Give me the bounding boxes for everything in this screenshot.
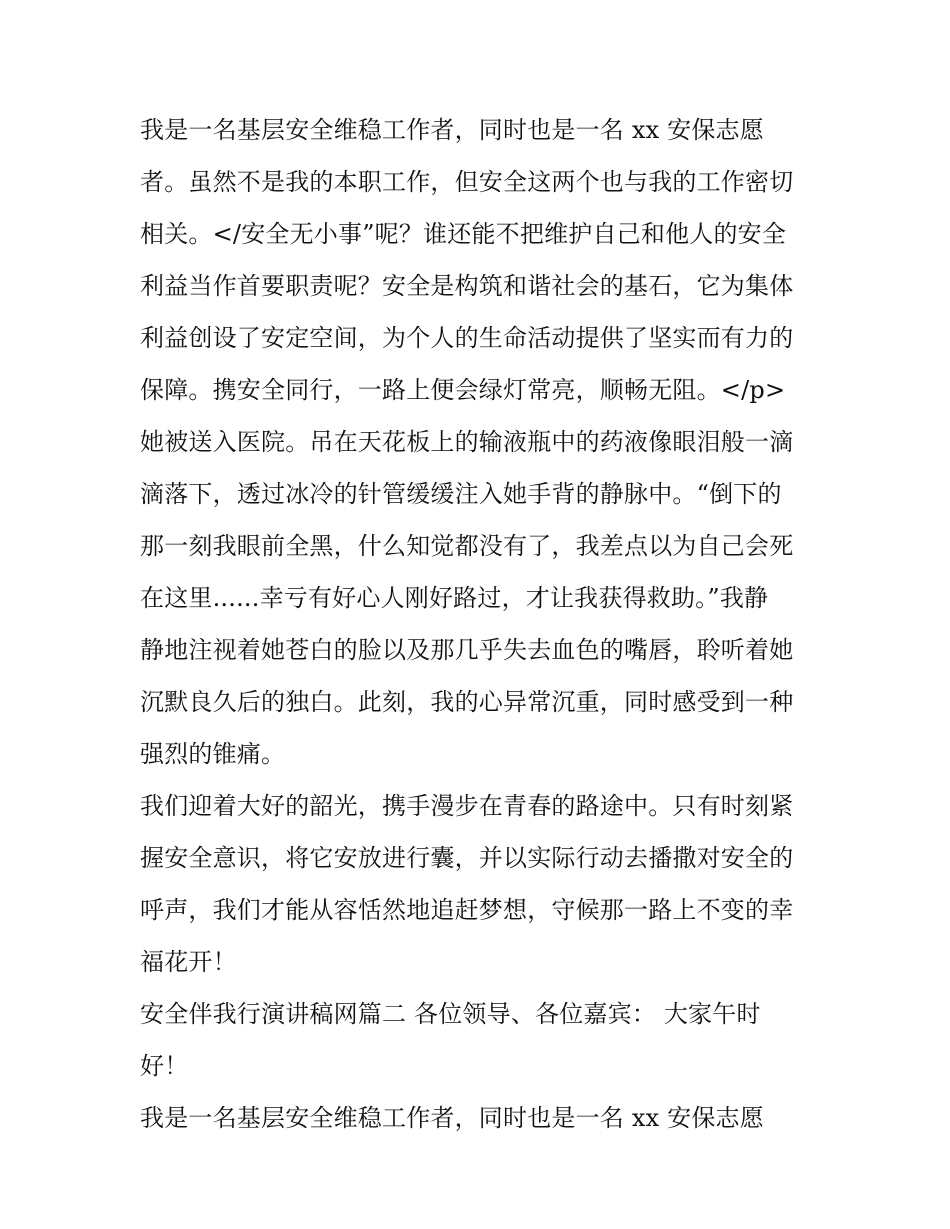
text-line: 呼声，我们才能从容恬然地追赶梦想，守候那一路上不变的幸 xyxy=(140,896,794,924)
text-line: 相关。</安全无小事”呢？谁还能不把维护自己和他人的安全 xyxy=(140,220,787,248)
text-line: 我是一名基层安全维稳工作者，同时也是一名 xx 安保志愿 xyxy=(140,1104,764,1132)
text-line: 沉默良久后的独白。此刻，我的心异常沉重，同时感受到一种 xyxy=(140,688,794,716)
text-line: 福花开！ xyxy=(140,948,237,976)
text-line: 我是一名基层安全维稳工作者，同时也是一名 xx 安保志愿 xyxy=(140,116,764,144)
text-line: 我们迎着大好的韶光，携手漫步在青春的路途中。只有时刻紧 xyxy=(140,792,794,820)
text-line: 利益当作首要职责呢？安全是构筑和谐社会的基石，它为集体 xyxy=(140,272,794,300)
text-line: 静地注视着她苍白的脸以及那几乎失去血色的嘴唇，聆听着她 xyxy=(140,636,794,664)
text-line: 在这里......幸亏有好心人刚好路过，才让我获得救助。”我静 xyxy=(140,584,769,612)
text-line: 安全伴我行演讲稿网篇二 各位领导、各位嘉宾： 大家午时 xyxy=(140,1000,761,1028)
text-line: 利益创设了安定空间，为个人的生命活动提供了坚实而有力的 xyxy=(140,324,794,352)
text-line: 好！ xyxy=(140,1052,189,1080)
text-line: 那一刻我眼前全黑，什么知觉都没有了，我差点以为自己会死 xyxy=(140,532,794,560)
text-line: 她被送入医院。吊在天花板上的输液瓶中的药液像眼泪般一滴 xyxy=(140,428,794,456)
text-line: 者。虽然不是我的本职工作，但安全这两个也与我的工作密切 xyxy=(140,168,794,196)
text-line: 握安全意识，将它安放进行囊，并以实际行动去播撒对安全的 xyxy=(140,844,794,872)
text-line: 保障。携安全同行，一路上便会绿灯常亮，顺畅无阻。</p> xyxy=(140,376,786,404)
text-line: 滴落下，透过冰冷的针管缓缓注入她手背的静脉中。“倒下的 xyxy=(140,480,782,508)
text-line: 强烈的锥痛。 xyxy=(140,740,286,768)
